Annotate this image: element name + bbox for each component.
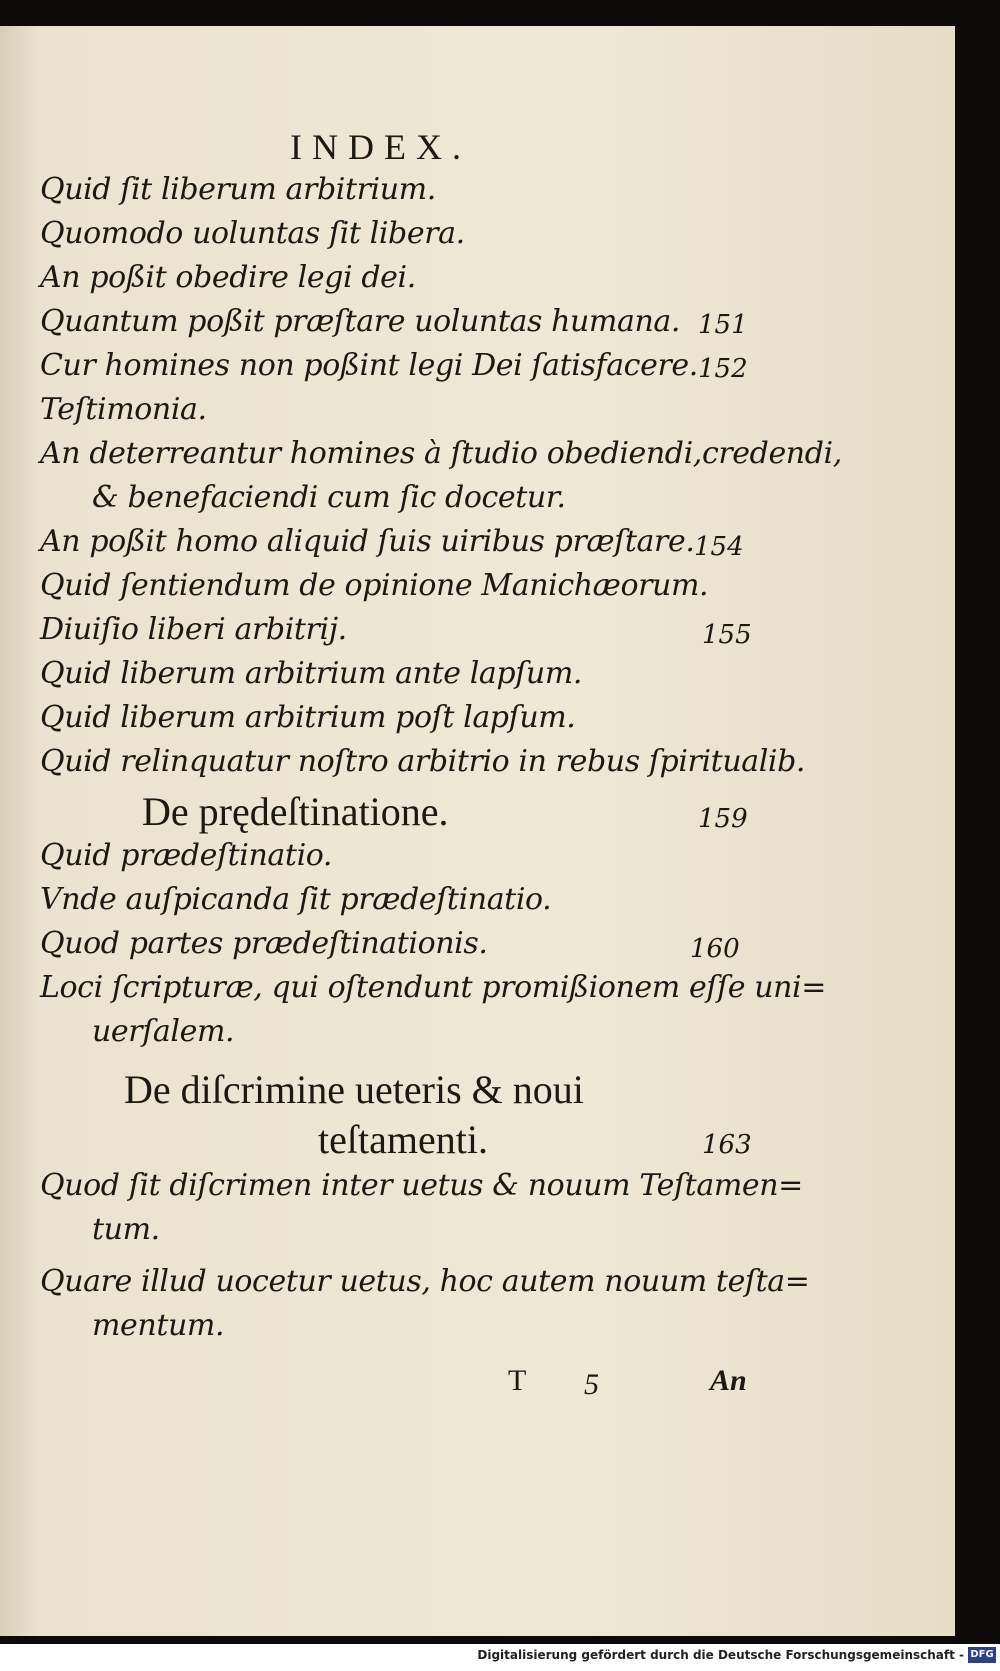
index-entry: Quid liberum arbitrium ante lapſum. (40, 656, 583, 691)
page-number: 151 (698, 310, 748, 340)
section-heading: teſtamenti. (318, 1117, 488, 1162)
index-entry: Quid prædeſtinatio. (40, 838, 333, 873)
footer-bar (0, 1644, 1000, 1671)
index-entry: & benefaciendi cum ſic docetur. (92, 480, 566, 515)
index-entry: An poßit homo aliquid ſuis uiribus præſtare. (40, 524, 695, 559)
signature-number: 5 (584, 1368, 599, 1401)
index-entry: Diuiſio liberi arbitrij. (40, 612, 347, 647)
section-heading: De diſcrimine ueteris & noui (124, 1067, 584, 1112)
footer-credit: Digitalisierung gefördert durch die Deutsche Forschungsgemeinschaft - (477, 1648, 964, 1662)
section-heading: De prędeſtinatione. (142, 789, 449, 834)
index-entry: Quare illud uocetur uetus, hoc autem nouum teſta= (40, 1264, 810, 1299)
index-entry: Quid ſentiendum de opinione Manichæorum. (40, 568, 709, 603)
index-entry: Quod ſit diſcrimen inter uetus & nouum Teſtamen= (40, 1168, 803, 1203)
index-entry: An poßit obedire legi dei. (40, 260, 416, 295)
page-header: INDEX. (290, 127, 471, 167)
page-number: 160 (690, 934, 740, 964)
page-number: 163 (702, 1130, 752, 1160)
signature-mark: T (508, 1364, 527, 1397)
dfg-logo-icon: DFG (968, 1647, 996, 1663)
index-entry: Loci ſcripturæ, qui oſtendunt promißionem eſſe uni= (40, 970, 826, 1005)
catchword: An (710, 1364, 747, 1397)
page-number: 152 (698, 354, 748, 384)
index-entry: Quid relinquatur noſtro arbitrio in rebus ſpiritualib. (40, 744, 806, 779)
index-entry: Quid liberum arbitrium poſt lapſum. (40, 700, 576, 735)
index-entry: Quomodo uoluntas ſit libera. (40, 216, 465, 251)
page-number: 159 (698, 804, 748, 834)
index-entry: Quid ſit liberum arbitrium. (40, 172, 436, 207)
index-entry: uerſalem. (92, 1014, 235, 1049)
page-number: 154 (694, 532, 744, 562)
index-entry: Cur homines non poßint legi Dei ſatisfacere. (40, 348, 698, 383)
index-entry: tum. (92, 1212, 160, 1247)
book-page (0, 26, 955, 1636)
index-entry: Teſtimonia. (40, 392, 207, 427)
index-entry: An deterreantur homines à ſtudio obediendi,credendi, (40, 436, 842, 471)
index-entry: mentum. (92, 1308, 225, 1343)
index-entry: Quantum poßit præſtare uoluntas humana. (40, 304, 681, 339)
index-entry: Vnde auſpicanda ſit prædeſtinatio. (40, 882, 552, 917)
page-number: 155 (702, 620, 752, 650)
index-entry: Quod partes prædeſtinationis. (40, 926, 488, 961)
